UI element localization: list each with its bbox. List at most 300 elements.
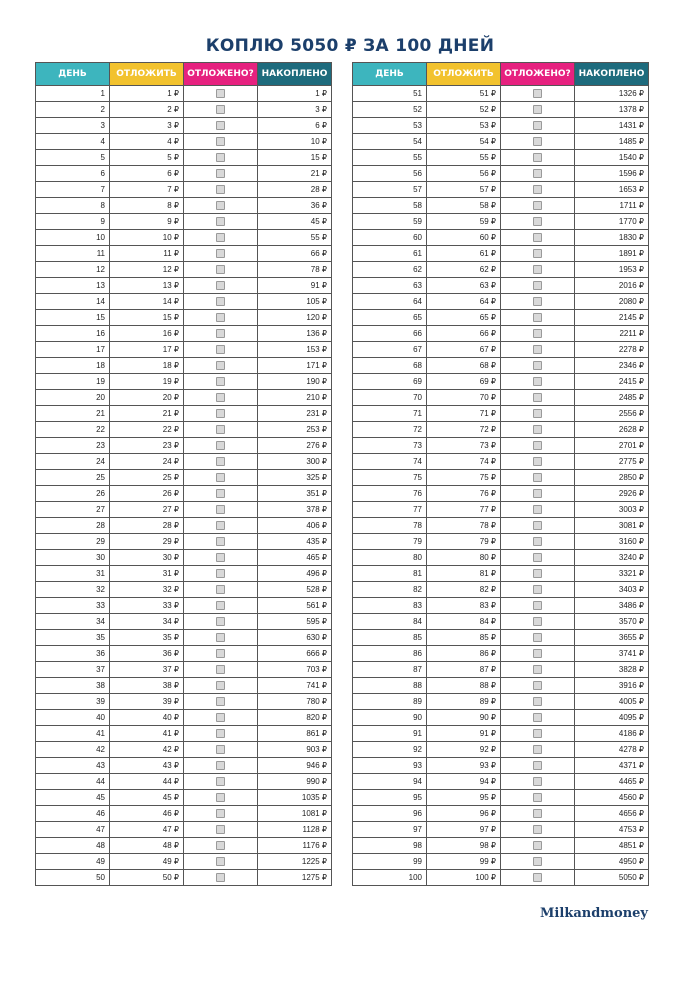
amount-cell: 51 ₽ bbox=[427, 86, 501, 102]
total-cell: 4005 ₽ bbox=[575, 694, 649, 710]
amount-cell: 77 ₽ bbox=[427, 502, 501, 518]
table-row bbox=[353, 422, 649, 438]
header-done: ОТЛОЖЕНО? bbox=[501, 63, 575, 86]
amount-cell: 86 ₽ bbox=[427, 646, 501, 662]
amount-cell: 52 ₽ bbox=[427, 102, 501, 118]
amount-cell: 82 ₽ bbox=[427, 582, 501, 598]
saved-checkbox-cell bbox=[184, 198, 258, 214]
day-cell: 95 bbox=[353, 790, 427, 806]
saved-checkbox-cell bbox=[501, 102, 575, 118]
total-cell: 5050 ₽ bbox=[575, 870, 649, 886]
total-cell: 120 ₽ bbox=[258, 310, 332, 326]
saved-checkbox-cell bbox=[184, 86, 258, 102]
saved-checkbox[interactable] bbox=[533, 601, 542, 610]
day-cell: 18 bbox=[36, 358, 110, 374]
saved-checkbox[interactable] bbox=[216, 553, 225, 562]
day-cell: 49 bbox=[36, 854, 110, 870]
amount-cell: 1 ₽ bbox=[110, 86, 184, 102]
saved-checkbox[interactable] bbox=[533, 489, 542, 498]
table-row bbox=[353, 854, 649, 870]
saved-checkbox[interactable] bbox=[216, 617, 225, 626]
amount-cell: 24 ₽ bbox=[110, 454, 184, 470]
amount-cell: 64 ₽ bbox=[427, 294, 501, 310]
saved-checkbox-cell bbox=[501, 246, 575, 262]
total-cell: 2145 ₽ bbox=[575, 310, 649, 326]
amount-cell: 20 ₽ bbox=[110, 390, 184, 406]
saved-checkbox[interactable] bbox=[216, 201, 225, 210]
saved-checkbox[interactable] bbox=[533, 121, 542, 130]
saved-checkbox-cell bbox=[184, 390, 258, 406]
day-cell: 73 bbox=[353, 438, 427, 454]
amount-cell: 17 ₽ bbox=[110, 342, 184, 358]
saved-checkbox[interactable] bbox=[533, 729, 542, 738]
saved-checkbox[interactable] bbox=[216, 681, 225, 690]
day-cell: 11 bbox=[36, 246, 110, 262]
saved-checkbox-cell bbox=[501, 774, 575, 790]
saved-checkbox[interactable] bbox=[533, 777, 542, 786]
saved-checkbox[interactable] bbox=[533, 169, 542, 178]
total-cell: 1485 ₽ bbox=[575, 134, 649, 150]
total-cell: 378 ₽ bbox=[258, 502, 332, 518]
total-cell: 3003 ₽ bbox=[575, 502, 649, 518]
saved-checkbox[interactable] bbox=[533, 649, 542, 658]
saved-checkbox-cell bbox=[501, 294, 575, 310]
day-cell: 50 bbox=[36, 870, 110, 886]
day-cell: 96 bbox=[353, 806, 427, 822]
table-row bbox=[353, 406, 649, 422]
saved-checkbox[interactable] bbox=[533, 809, 542, 818]
saved-checkbox-cell bbox=[501, 198, 575, 214]
saved-checkbox[interactable] bbox=[533, 441, 542, 450]
saved-checkbox[interactable] bbox=[216, 217, 225, 226]
table-row bbox=[353, 790, 649, 806]
day-cell: 88 bbox=[353, 678, 427, 694]
day-cell: 53 bbox=[353, 118, 427, 134]
saved-checkbox-cell bbox=[184, 550, 258, 566]
saved-checkbox-cell bbox=[184, 742, 258, 758]
amount-cell: 41 ₽ bbox=[110, 726, 184, 742]
saved-checkbox[interactable] bbox=[216, 569, 225, 578]
table-row bbox=[36, 870, 332, 886]
saved-checkbox[interactable] bbox=[216, 521, 225, 530]
saved-checkbox[interactable] bbox=[533, 345, 542, 354]
day-cell: 92 bbox=[353, 742, 427, 758]
saved-checkbox[interactable] bbox=[216, 473, 225, 482]
amount-cell: 48 ₽ bbox=[110, 838, 184, 854]
saved-checkbox[interactable] bbox=[216, 665, 225, 674]
saved-checkbox-cell bbox=[501, 230, 575, 246]
total-cell: 1035 ₽ bbox=[258, 790, 332, 806]
saved-checkbox-cell bbox=[184, 694, 258, 710]
table-row bbox=[353, 246, 649, 262]
amount-cell: 80 ₽ bbox=[427, 550, 501, 566]
table-row bbox=[353, 662, 649, 678]
table-row bbox=[36, 598, 332, 614]
saved-checkbox-cell bbox=[184, 614, 258, 630]
saved-checkbox[interactable] bbox=[216, 361, 225, 370]
amount-cell: 90 ₽ bbox=[427, 710, 501, 726]
table-row bbox=[36, 118, 332, 134]
table-row bbox=[353, 694, 649, 710]
saved-checkbox[interactable] bbox=[216, 505, 225, 514]
saved-checkbox[interactable] bbox=[216, 873, 225, 882]
day-cell: 14 bbox=[36, 294, 110, 310]
amount-cell: 30 ₽ bbox=[110, 550, 184, 566]
day-cell: 60 bbox=[353, 230, 427, 246]
amount-cell: 10 ₽ bbox=[110, 230, 184, 246]
total-cell: 1275 ₽ bbox=[258, 870, 332, 886]
saved-checkbox-cell bbox=[184, 374, 258, 390]
table-row bbox=[353, 326, 649, 342]
saved-checkbox-cell bbox=[501, 118, 575, 134]
saved-checkbox-cell bbox=[501, 694, 575, 710]
total-cell: 136 ₽ bbox=[258, 326, 332, 342]
saved-checkbox-cell bbox=[501, 358, 575, 374]
saved-checkbox[interactable] bbox=[216, 841, 225, 850]
saved-checkbox[interactable] bbox=[216, 153, 225, 162]
saved-checkbox[interactable] bbox=[216, 809, 225, 818]
total-cell: 55 ₽ bbox=[258, 230, 332, 246]
total-cell: 465 ₽ bbox=[258, 550, 332, 566]
amount-cell: 85 ₽ bbox=[427, 630, 501, 646]
saved-checkbox[interactable] bbox=[533, 793, 542, 802]
amount-cell: 95 ₽ bbox=[427, 790, 501, 806]
total-cell: 3486 ₽ bbox=[575, 598, 649, 614]
table-row bbox=[353, 198, 649, 214]
table-row bbox=[36, 214, 332, 230]
table-row bbox=[36, 646, 332, 662]
day-cell: 86 bbox=[353, 646, 427, 662]
amount-cell: 92 ₽ bbox=[427, 742, 501, 758]
saved-checkbox-cell bbox=[184, 262, 258, 278]
table-row bbox=[36, 326, 332, 342]
table-row bbox=[36, 246, 332, 262]
amount-cell: 97 ₽ bbox=[427, 822, 501, 838]
saved-checkbox[interactable] bbox=[533, 473, 542, 482]
saved-checkbox[interactable] bbox=[533, 521, 542, 530]
saved-checkbox[interactable] bbox=[216, 185, 225, 194]
saved-checkbox-cell bbox=[184, 870, 258, 886]
amount-cell: 93 ₽ bbox=[427, 758, 501, 774]
saved-checkbox[interactable] bbox=[533, 217, 542, 226]
table-row bbox=[353, 278, 649, 294]
saved-checkbox-cell bbox=[501, 534, 575, 550]
day-cell: 90 bbox=[353, 710, 427, 726]
total-cell: 210 ₽ bbox=[258, 390, 332, 406]
amount-cell: 44 ₽ bbox=[110, 774, 184, 790]
saved-checkbox[interactable] bbox=[533, 825, 542, 834]
saved-checkbox[interactable] bbox=[216, 249, 225, 258]
total-cell: 3570 ₽ bbox=[575, 614, 649, 630]
saved-checkbox-cell bbox=[184, 406, 258, 422]
saved-checkbox[interactable] bbox=[216, 345, 225, 354]
saved-checkbox[interactable] bbox=[216, 633, 225, 642]
saved-checkbox[interactable] bbox=[216, 745, 225, 754]
amount-cell: 11 ₽ bbox=[110, 246, 184, 262]
saved-checkbox-cell bbox=[184, 246, 258, 262]
table-row bbox=[36, 822, 332, 838]
amount-cell: 73 ₽ bbox=[427, 438, 501, 454]
total-cell: 1711 ₽ bbox=[575, 198, 649, 214]
day-cell: 12 bbox=[36, 262, 110, 278]
saved-checkbox[interactable] bbox=[216, 313, 225, 322]
saved-checkbox[interactable] bbox=[216, 121, 225, 130]
table-row bbox=[36, 774, 332, 790]
amount-cell: 71 ₽ bbox=[427, 406, 501, 422]
amount-cell: 53 ₽ bbox=[427, 118, 501, 134]
total-cell: 4465 ₽ bbox=[575, 774, 649, 790]
amount-cell: 78 ₽ bbox=[427, 518, 501, 534]
table-row bbox=[36, 518, 332, 534]
saved-checkbox[interactable] bbox=[216, 457, 225, 466]
saved-checkbox[interactable] bbox=[216, 233, 225, 242]
day-cell: 59 bbox=[353, 214, 427, 230]
saved-checkbox[interactable] bbox=[216, 169, 225, 178]
table-row bbox=[353, 230, 649, 246]
saved-checkbox[interactable] bbox=[533, 153, 542, 162]
saved-checkbox[interactable] bbox=[216, 825, 225, 834]
amount-cell: 56 ₽ bbox=[427, 166, 501, 182]
saved-checkbox-cell bbox=[501, 422, 575, 438]
saved-checkbox[interactable] bbox=[216, 409, 225, 418]
saved-checkbox-cell bbox=[501, 438, 575, 454]
saved-checkbox[interactable] bbox=[533, 697, 542, 706]
total-cell: 2016 ₽ bbox=[575, 278, 649, 294]
day-cell: 54 bbox=[353, 134, 427, 150]
amount-cell: 31 ₽ bbox=[110, 566, 184, 582]
saved-checkbox[interactable] bbox=[533, 569, 542, 578]
saved-checkbox[interactable] bbox=[533, 681, 542, 690]
saved-checkbox[interactable] bbox=[216, 105, 225, 114]
day-cell: 44 bbox=[36, 774, 110, 790]
table-row bbox=[36, 390, 332, 406]
saved-checkbox[interactable] bbox=[533, 665, 542, 674]
table-row bbox=[36, 470, 332, 486]
total-cell: 1225 ₽ bbox=[258, 854, 332, 870]
table-row bbox=[353, 182, 649, 198]
saved-checkbox[interactable] bbox=[533, 873, 542, 882]
saved-checkbox[interactable] bbox=[216, 713, 225, 722]
saved-checkbox[interactable] bbox=[533, 505, 542, 514]
day-cell: 91 bbox=[353, 726, 427, 742]
saved-checkbox-cell bbox=[501, 550, 575, 566]
amount-cell: 76 ₽ bbox=[427, 486, 501, 502]
saved-checkbox[interactable] bbox=[216, 585, 225, 594]
saved-checkbox-cell bbox=[184, 806, 258, 822]
total-cell: 4656 ₽ bbox=[575, 806, 649, 822]
day-cell: 29 bbox=[36, 534, 110, 550]
saved-checkbox[interactable] bbox=[533, 105, 542, 114]
saved-checkbox[interactable] bbox=[533, 585, 542, 594]
total-cell: 300 ₽ bbox=[258, 454, 332, 470]
amount-cell: 68 ₽ bbox=[427, 358, 501, 374]
table-row bbox=[353, 774, 649, 790]
saved-checkbox[interactable] bbox=[216, 377, 225, 386]
day-cell: 46 bbox=[36, 806, 110, 822]
table-row bbox=[353, 214, 649, 230]
amount-cell: 23 ₽ bbox=[110, 438, 184, 454]
table-row bbox=[36, 374, 332, 390]
amount-cell: 28 ₽ bbox=[110, 518, 184, 534]
total-cell: 1 ₽ bbox=[258, 86, 332, 102]
saved-checkbox[interactable] bbox=[533, 425, 542, 434]
table-row bbox=[36, 742, 332, 758]
saved-checkbox[interactable] bbox=[533, 393, 542, 402]
table-row bbox=[353, 806, 649, 822]
total-cell: 703 ₽ bbox=[258, 662, 332, 678]
saved-checkbox-cell bbox=[184, 822, 258, 838]
saved-checkbox[interactable] bbox=[533, 761, 542, 770]
saved-checkbox[interactable] bbox=[533, 233, 542, 242]
amount-cell: 96 ₽ bbox=[427, 806, 501, 822]
saved-checkbox[interactable] bbox=[216, 537, 225, 546]
saved-checkbox[interactable] bbox=[216, 425, 225, 434]
table-row bbox=[36, 278, 332, 294]
amount-cell: 9 ₽ bbox=[110, 214, 184, 230]
amount-cell: 54 ₽ bbox=[427, 134, 501, 150]
amount-cell: 42 ₽ bbox=[110, 742, 184, 758]
saved-checkbox[interactable] bbox=[533, 249, 542, 258]
amount-cell: 100 ₽ bbox=[427, 870, 501, 886]
saved-checkbox[interactable] bbox=[533, 201, 542, 210]
saved-checkbox[interactable] bbox=[533, 457, 542, 466]
total-cell: 66 ₽ bbox=[258, 246, 332, 262]
total-cell: 2080 ₽ bbox=[575, 294, 649, 310]
day-cell: 32 bbox=[36, 582, 110, 598]
saved-checkbox-cell bbox=[501, 374, 575, 390]
saved-checkbox-cell bbox=[501, 166, 575, 182]
amount-cell: 43 ₽ bbox=[110, 758, 184, 774]
saved-checkbox[interactable] bbox=[533, 537, 542, 546]
table-row bbox=[353, 518, 649, 534]
table-row bbox=[353, 310, 649, 326]
amount-cell: 49 ₽ bbox=[110, 854, 184, 870]
table-row bbox=[36, 310, 332, 326]
saved-checkbox[interactable] bbox=[216, 137, 225, 146]
saved-checkbox[interactable] bbox=[216, 649, 225, 658]
day-cell: 39 bbox=[36, 694, 110, 710]
total-cell: 1431 ₽ bbox=[575, 118, 649, 134]
saved-checkbox[interactable] bbox=[533, 361, 542, 370]
total-cell: 2701 ₽ bbox=[575, 438, 649, 454]
table-row bbox=[36, 342, 332, 358]
day-cell: 76 bbox=[353, 486, 427, 502]
day-cell: 68 bbox=[353, 358, 427, 374]
saved-checkbox[interactable] bbox=[216, 761, 225, 770]
saved-checkbox[interactable] bbox=[216, 777, 225, 786]
day-cell: 40 bbox=[36, 710, 110, 726]
saved-checkbox[interactable] bbox=[216, 297, 225, 306]
day-cell: 79 bbox=[353, 534, 427, 550]
saved-checkbox[interactable] bbox=[216, 89, 225, 98]
total-cell: 861 ₽ bbox=[258, 726, 332, 742]
saved-checkbox[interactable] bbox=[216, 601, 225, 610]
saved-checkbox[interactable] bbox=[533, 137, 542, 146]
total-cell: 4753 ₽ bbox=[575, 822, 649, 838]
saved-checkbox[interactable] bbox=[533, 857, 542, 866]
total-cell: 4851 ₽ bbox=[575, 838, 649, 854]
saved-checkbox-cell bbox=[184, 774, 258, 790]
total-cell: 2485 ₽ bbox=[575, 390, 649, 406]
day-cell: 21 bbox=[36, 406, 110, 422]
table-row bbox=[353, 150, 649, 166]
saved-checkbox[interactable] bbox=[216, 793, 225, 802]
saved-checkbox-cell bbox=[501, 790, 575, 806]
table-row bbox=[353, 726, 649, 742]
saved-checkbox-cell bbox=[501, 390, 575, 406]
saved-checkbox[interactable] bbox=[533, 185, 542, 194]
saved-checkbox-cell bbox=[501, 518, 575, 534]
total-cell: 3828 ₽ bbox=[575, 662, 649, 678]
total-cell: 406 ₽ bbox=[258, 518, 332, 534]
saved-checkbox-cell bbox=[501, 182, 575, 198]
saved-checkbox[interactable] bbox=[533, 313, 542, 322]
saved-checkbox-cell bbox=[184, 470, 258, 486]
day-cell: 85 bbox=[353, 630, 427, 646]
saved-checkbox[interactable] bbox=[533, 745, 542, 754]
day-cell: 87 bbox=[353, 662, 427, 678]
saved-checkbox[interactable] bbox=[533, 297, 542, 306]
table-row bbox=[36, 838, 332, 854]
table-row bbox=[353, 598, 649, 614]
saved-checkbox[interactable] bbox=[533, 281, 542, 290]
saved-checkbox-cell bbox=[184, 502, 258, 518]
table-row bbox=[353, 262, 649, 278]
saved-checkbox[interactable] bbox=[533, 409, 542, 418]
table-row bbox=[36, 614, 332, 630]
total-cell: 28 ₽ bbox=[258, 182, 332, 198]
saved-checkbox[interactable] bbox=[216, 393, 225, 402]
day-cell: 72 bbox=[353, 422, 427, 438]
saved-checkbox[interactable] bbox=[216, 281, 225, 290]
saved-checkbox[interactable] bbox=[216, 697, 225, 706]
table-row bbox=[36, 150, 332, 166]
saved-checkbox[interactable] bbox=[216, 857, 225, 866]
amount-cell: 22 ₽ bbox=[110, 422, 184, 438]
saved-checkbox-cell bbox=[501, 742, 575, 758]
day-cell: 89 bbox=[353, 694, 427, 710]
saved-checkbox[interactable] bbox=[533, 377, 542, 386]
saved-checkbox[interactable] bbox=[216, 729, 225, 738]
saved-checkbox[interactable] bbox=[533, 553, 542, 562]
total-cell: 15 ₽ bbox=[258, 150, 332, 166]
saved-checkbox[interactable] bbox=[533, 265, 542, 274]
saved-checkbox-cell bbox=[501, 406, 575, 422]
amount-cell: 13 ₽ bbox=[110, 278, 184, 294]
saved-checkbox[interactable] bbox=[216, 265, 225, 274]
saved-checkbox[interactable] bbox=[216, 329, 225, 338]
amount-cell: 33 ₽ bbox=[110, 598, 184, 614]
day-cell: 2 bbox=[36, 102, 110, 118]
table-row bbox=[353, 102, 649, 118]
table-row bbox=[36, 294, 332, 310]
saved-checkbox-cell bbox=[501, 326, 575, 342]
total-cell: 528 ₽ bbox=[258, 582, 332, 598]
saved-checkbox[interactable] bbox=[216, 441, 225, 450]
saved-checkbox[interactable] bbox=[533, 89, 542, 98]
day-cell: 35 bbox=[36, 630, 110, 646]
saved-checkbox[interactable] bbox=[533, 713, 542, 722]
table-row bbox=[36, 454, 332, 470]
saved-checkbox[interactable] bbox=[533, 633, 542, 642]
table-row bbox=[353, 134, 649, 150]
amount-cell: 4 ₽ bbox=[110, 134, 184, 150]
day-cell: 80 bbox=[353, 550, 427, 566]
saved-checkbox[interactable] bbox=[533, 617, 542, 626]
saved-checkbox[interactable] bbox=[533, 329, 542, 338]
saved-checkbox[interactable] bbox=[216, 489, 225, 498]
saved-checkbox[interactable] bbox=[533, 841, 542, 850]
